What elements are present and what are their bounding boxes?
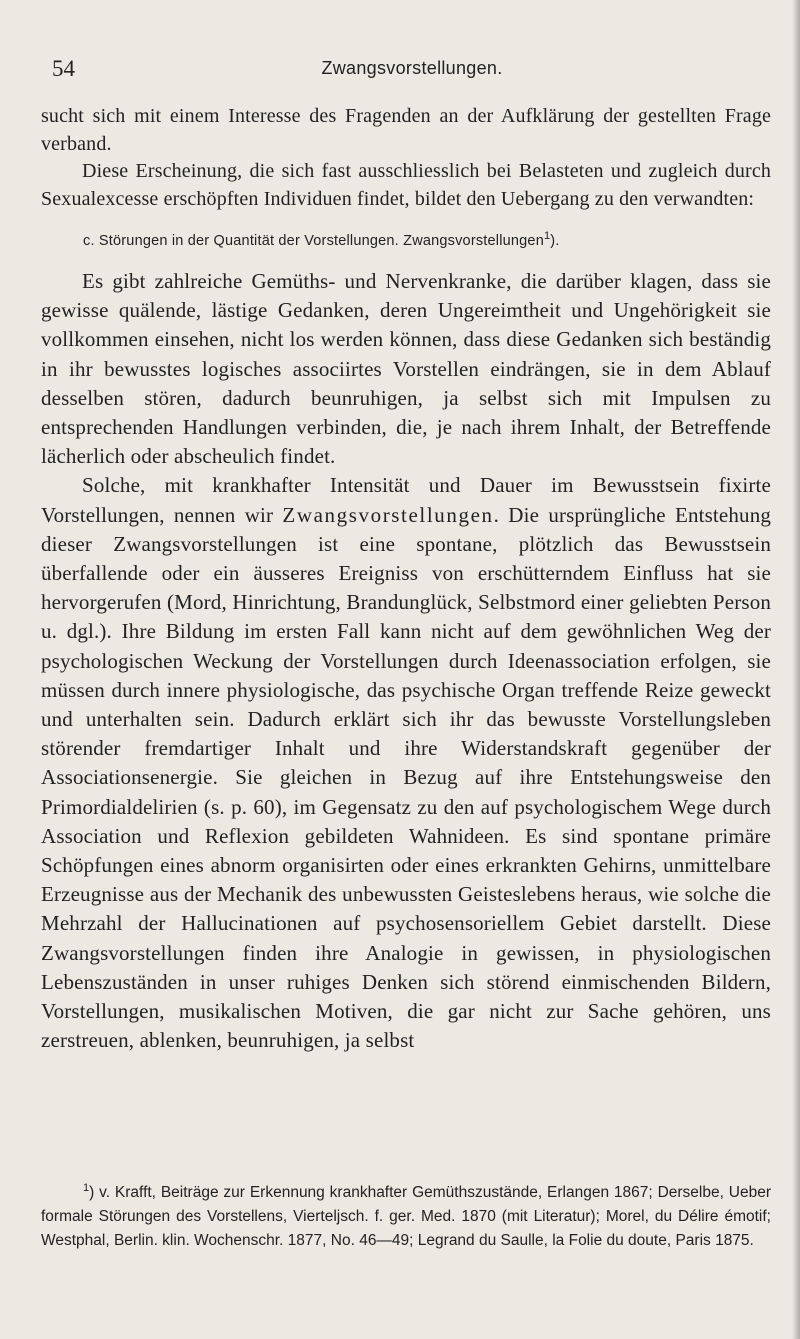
page-header: [52, 56, 772, 86]
term-zwangsvorstellungen: Zwangsvorstellungen: [282, 502, 494, 527]
page-number: 54: [52, 56, 75, 81]
running-head: Zwangsvorstellungen.: [321, 58, 503, 78]
section-heading-text: c. Störungen in der Quantität der Vorstellungen. Zwangsvorstellungen: [83, 233, 544, 249]
section-heading-end: ).: [550, 233, 560, 249]
page-edge-shadow: [792, 0, 800, 1339]
body-paragraph-2-rest: . Die ursprüngliche Entstehung dieser Zwangsvorstellungen ist eine spontane, plötzlich das Bewusstsein überfallende oder ein äusseres Ereigniss von erschütterndem Einfluss hat sie hervorgerufen (Mord, Hinrichtung, Brandunglück, Selbstmord einer geliebten Person u. dgl.). Ihre Bildung im ersten Fall kann nicht auf dem gewöhnlichen Weg der psychologischen Weckung der Vorstellungen durch Ideenassociation erfolgen, sie müssen durch innere physiologische, das psychische Organ treffende Reize geweckt und unterhalten sein. Dadurch erklärt sich ihr das bewusste Vorstellungsleben störender fremdartiger Inhalt und ihre Widerstandskraft gegenüber der Associationsenergie. Sie gleichen in Bezug auf ihre Entstehungsweise den Primordialdelirien (s. p. 60), im Gegensatz zu den auf psychologischem Wege durch Association und Reflexion gebildeten Wahnideen. Es sind spontane primäre Schöpfungen eines abnorm organisirten oder eines erkrankten Gehirns, unmittelbare Erzeugnisse aus der Mechanik des unbewussten Geisteslebens heraus, wie solche die Mehrzahl der Hallucinationen auf psychosensoriellem Gebiet darstellt. Diese Zwangsvorstellungen finden ihre Analogie in gewissen, in physiologischen Lebenszuständen in unser ruhiges Denken sich störend einmischenden Bildern, Vorstellungen, musikalischen Motiven, die gar nicht zur Sache gehören, uns zerstreuen, ablenken, beunruhigen, ja selbst: [41, 502, 771, 1053]
body-paragraph-1: Es gibt zahlreiche Gemüths- und Nervenkranke, die darüber klagen, dass sie gewisse quälende, lästige Gedanken, deren Ungereimtheit und Ungehörigkeit sie vollkommen einsehen, nicht los werden können, dass diese Gedanken sich beständig in ihr bewusstes logisches associirtes Vorstellen eindrängen, sie in dem Ablauf desselben stören, dadurch beunruhigen, ja selbst sich mit Impulsen zu entsprechenden Handlungen verbinden, die, je nach ihrem Inhalt, der Betreffende lächerlich oder abscheulich findet.: [41, 269, 771, 469]
footnote: [41, 1181, 771, 1253]
footnote-mark: 1: [83, 1181, 90, 1194]
page-content: [41, 103, 771, 1055]
body-paragraph-2: [41, 471, 771, 1055]
section-heading: [41, 230, 771, 249]
intro-continuation: sucht sich mit einem Interesse des Fragenden an der Aufklärung der gestellten Frage verband.: [41, 105, 771, 155]
footnote-reference: 1: [543, 230, 551, 243]
footnote-text: ) v. Krafft, Beiträge zur Erkennung krankhafter Gemüthszustände, Erlangen 1867; Derselbe, Ueber formale Störungen des Vorstellens, Vierteljsch. f. ger. Med. 1870 (mit Literatur); Morel, du Délire émotif; Westphal, Berlin. klin. Wochenschr. 1877, No. 46—49; Legrand du Saulle, la Folie du doute, Paris 1875.: [41, 1184, 771, 1249]
intro-paragraph: Diese Erscheinung, die sich fast ausschliesslich bei Belasteten und zugleich durch Sexualexcesse erschöpften Individuen findet, bildet den Uebergang zu den verwandten:: [41, 160, 771, 210]
body-paragraph-2-start: Solche, mit krankhafter Intensität und Dauer im Bewusstsein fixirte Vorstellungen, nennen wir: [41, 473, 771, 527]
